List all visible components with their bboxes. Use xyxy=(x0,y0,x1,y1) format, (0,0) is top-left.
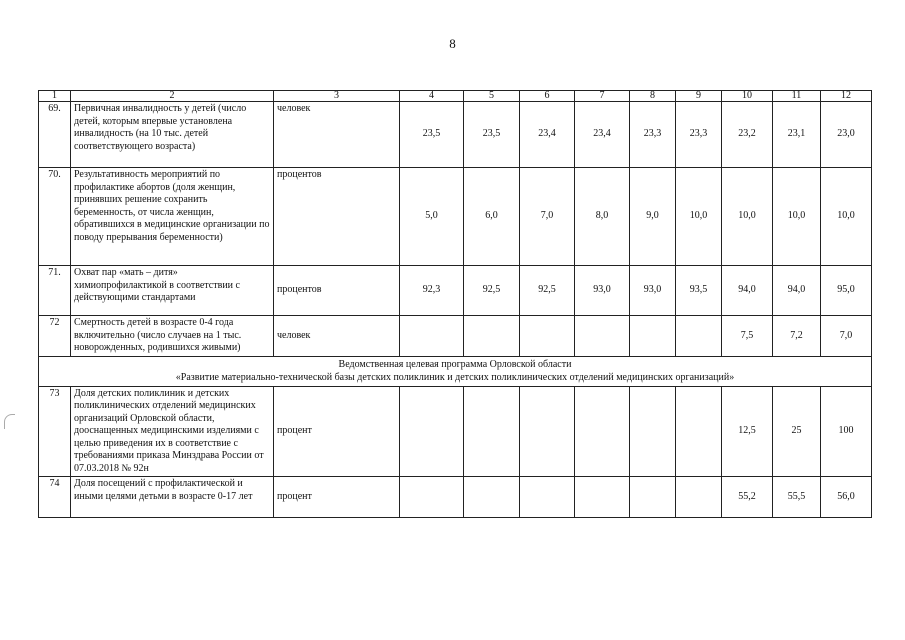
table-row xyxy=(39,386,872,477)
value-cell: 55,2 xyxy=(722,477,773,518)
indicator-description: Первичная инвалидность у детей (число детей, которым впервые установлена инвалидность (на 10 тыс. детей соответствующего возраста) xyxy=(71,102,274,168)
column-header: 5 xyxy=(464,91,520,102)
value-cell: 23,5 xyxy=(400,102,464,168)
value-cell: 23,3 xyxy=(676,102,722,168)
row-number: 73 xyxy=(39,386,71,477)
row-number: 71. xyxy=(39,266,71,316)
indicator-description: Охват пар «мать – дитя» химиопрофилактикой в соответствии с действующими стандартами xyxy=(71,266,274,316)
value-cell: 12,5 xyxy=(722,386,773,477)
value-cell: 23,4 xyxy=(575,102,630,168)
column-header: 8 xyxy=(630,91,676,102)
value-cell xyxy=(575,316,630,357)
value-cell xyxy=(464,477,520,518)
value-cell xyxy=(676,477,722,518)
value-cell xyxy=(400,386,464,477)
value-cell: 7,0 xyxy=(821,316,872,357)
column-header: 11 xyxy=(773,91,821,102)
value-cell: 23,0 xyxy=(821,102,872,168)
value-cell xyxy=(630,316,676,357)
value-cell: 10,0 xyxy=(722,168,773,266)
value-cell: 7,5 xyxy=(722,316,773,357)
table-row xyxy=(39,168,872,266)
value-cell: 23,5 xyxy=(464,102,520,168)
value-cell: 23,2 xyxy=(722,102,773,168)
program-heading xyxy=(39,356,872,386)
column-header: 9 xyxy=(676,91,722,102)
value-cell: 10,0 xyxy=(676,168,722,266)
column-header: 4 xyxy=(400,91,464,102)
value-cell xyxy=(400,477,464,518)
value-cell: 94,0 xyxy=(773,266,821,316)
program-heading-row xyxy=(39,356,872,386)
value-cell xyxy=(676,386,722,477)
value-cell xyxy=(630,477,676,518)
unit-cell: человек xyxy=(274,102,400,168)
value-cell: 92,5 xyxy=(520,266,575,316)
value-cell: 23,3 xyxy=(630,102,676,168)
value-cell: 93,0 xyxy=(575,266,630,316)
unit-cell: процентов xyxy=(274,168,400,266)
value-cell: 56,0 xyxy=(821,477,872,518)
program-title-line2: «Развитие материально-технической базы детских поликлиник и детских поликлинических отделений медицинских организаций» xyxy=(175,372,735,383)
value-cell: 55,5 xyxy=(773,477,821,518)
table-row xyxy=(39,266,872,316)
column-header: 7 xyxy=(575,91,630,102)
value-cell xyxy=(400,316,464,357)
row-number: 74 xyxy=(39,477,71,518)
value-cell xyxy=(520,386,575,477)
value-cell: 7,2 xyxy=(773,316,821,357)
column-header: 10 xyxy=(722,91,773,102)
value-cell: 7,0 xyxy=(520,168,575,266)
value-cell xyxy=(575,386,630,477)
value-cell: 8,0 xyxy=(575,168,630,266)
table-row xyxy=(39,316,872,357)
value-cell xyxy=(464,386,520,477)
value-cell: 10,0 xyxy=(821,168,872,266)
unit-cell: процент xyxy=(274,386,400,477)
page-number: 8 xyxy=(449,36,456,51)
value-cell xyxy=(630,386,676,477)
value-cell: 6,0 xyxy=(464,168,520,266)
column-header: 3 xyxy=(274,91,400,102)
value-cell: 25 xyxy=(773,386,821,477)
value-cell: 23,4 xyxy=(520,102,575,168)
value-cell: 10,0 xyxy=(773,168,821,266)
unit-cell: процент xyxy=(274,477,400,518)
scan-edge-mark xyxy=(4,414,15,429)
value-cell xyxy=(676,316,722,357)
column-header: 6 xyxy=(520,91,575,102)
value-cell: 92,3 xyxy=(400,266,464,316)
unit-cell: человек xyxy=(274,316,400,357)
value-cell: 93,0 xyxy=(630,266,676,316)
row-number: 70. xyxy=(39,168,71,266)
value-cell: 92,5 xyxy=(464,266,520,316)
table-row xyxy=(39,102,872,168)
indicator-description: Смертность детей в возрасте 0-4 года включительно (число случаев на 1 тыс. новорожденных, родившихся живыми) xyxy=(71,316,274,357)
table-row xyxy=(39,477,872,518)
column-header: 1 xyxy=(39,91,71,102)
value-cell: 100 xyxy=(821,386,872,477)
program-title-line1: Ведомственная целевая программа Орловской области xyxy=(338,359,572,370)
value-cell xyxy=(520,316,575,357)
value-cell: 5,0 xyxy=(400,168,464,266)
unit-cell: процентов xyxy=(274,266,400,316)
column-header: 2 xyxy=(71,91,274,102)
indicator-description: Результативность мероприятий по профилактике абортов (доля женщин, принявших решение сохранить беременность, от числа женщин, обратившихся в медицинские организации по поводу прерывания беременности) xyxy=(71,168,274,266)
column-header: 12 xyxy=(821,91,872,102)
indicator-description: Доля детских поликлиник и детских поликлинических отделений медицинских организаций Орловской области, дооснащенных медицинскими изделиями с целью приведения их в соответствие с требованиями приказа Минздрава России от 07.03.2018 № 92н xyxy=(71,386,274,477)
indicators-table xyxy=(38,90,872,518)
row-number: 72 xyxy=(39,316,71,357)
value-cell xyxy=(464,316,520,357)
value-cell: 93,5 xyxy=(676,266,722,316)
value-cell: 9,0 xyxy=(630,168,676,266)
value-cell xyxy=(520,477,575,518)
value-cell xyxy=(575,477,630,518)
row-number: 69. xyxy=(39,102,71,168)
value-cell: 95,0 xyxy=(821,266,872,316)
value-cell: 23,1 xyxy=(773,102,821,168)
table-header-row xyxy=(39,91,872,102)
indicator-description: Доля посещений с профилактической и иными целями детьми в возрасте 0-17 лет xyxy=(71,477,274,518)
value-cell: 94,0 xyxy=(722,266,773,316)
